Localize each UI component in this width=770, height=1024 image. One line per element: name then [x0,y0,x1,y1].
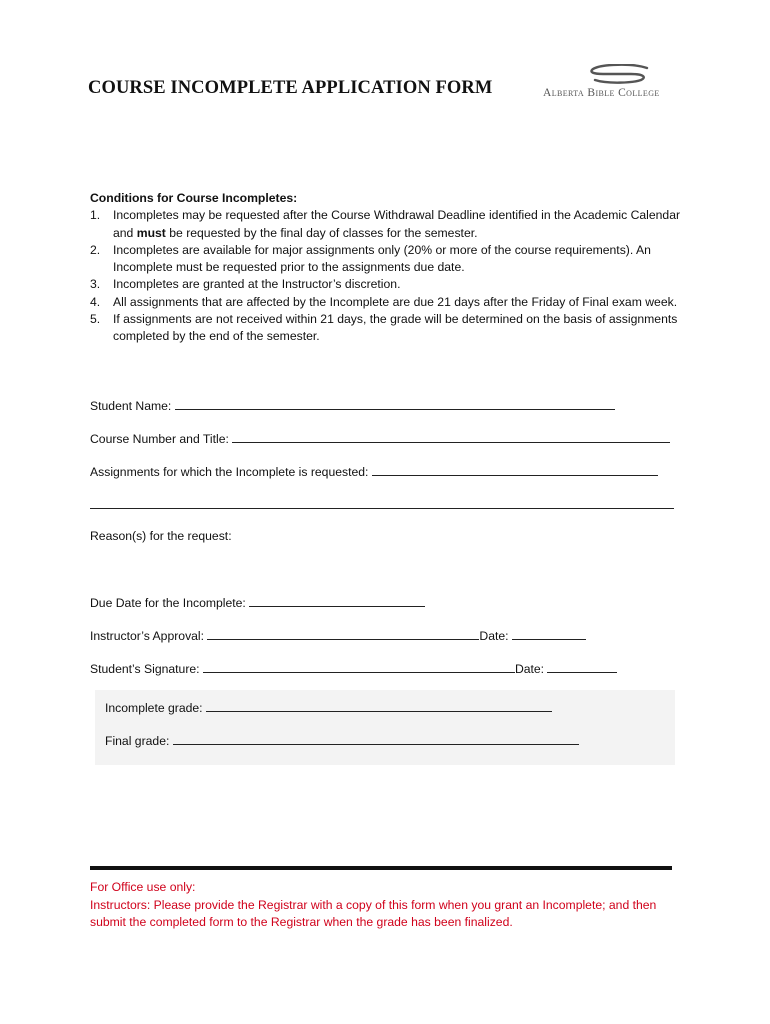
incomplete-grade-row [105,700,552,715]
condition-number: 1. [90,208,101,223]
instructor-approval-label: Instructor’s Approval: [90,629,205,643]
office-use-section [90,879,690,932]
reasons-label: Reason(s) for the request: [90,529,232,543]
course-number-title-label: Course Number and Title: [90,432,229,446]
student-date-label: Date: [514,662,545,676]
due-date-field[interactable] [249,595,425,607]
conditions-section [90,190,690,346]
condition-number: 5. [90,312,101,327]
condition-item [90,311,690,346]
student-signature-row [90,661,617,676]
office-use-note: Instructors: Please provide the Registrar with a copy of this form when you grant an Incomplete; and then submit the completed form to the Registrar when the grade has been finalized. [90,897,657,929]
condition-item [90,242,690,277]
assignments-continued-row [90,497,674,512]
swoosh-logo-icon [587,64,651,84]
condition-text: All assignments that are affected by the Incomplete are due 21 days after the Friday of Final exam week. [113,294,678,309]
instructor-date-field[interactable] [512,628,586,640]
due-date-row [90,595,425,610]
student-date-field[interactable] [547,661,617,673]
condition-text: Incompletes are granted at the Instructor’s discretion. [113,277,401,292]
student-name-row [90,398,615,413]
logo-text: Alberta Bible College [543,87,660,99]
college-logo [543,64,693,104]
condition-emphasis: must [136,225,166,240]
condition-item [90,207,690,242]
reasons-row [90,529,232,543]
condition-text: be requested by the final day of classes for the semester. [165,225,478,240]
instructor-approval-field[interactable] [207,628,479,640]
student-name-label: Student Name: [90,399,172,413]
assignments-field-continued[interactable] [90,497,674,509]
condition-item [90,276,690,293]
condition-number: 4. [90,294,101,309]
page-title: COURSE INCOMPLETE APPLICATION FORM [88,78,493,98]
condition-text: Incompletes are available for major assignments only (20% or more of the course requirements). An Incomplete must be requested prior to the assignments due date. [113,242,651,275]
condition-number: 2. [90,242,101,257]
assignments-row [90,464,658,479]
student-name-field[interactable] [175,398,615,410]
office-use-heading: For Office use only: [90,880,196,894]
final-grade-row [105,733,579,748]
condition-text: If assignments are not received within 21 days, the grade will be determined on the basis of assignments completed by the end of the semester. [113,312,678,344]
incomplete-grade-field[interactable] [206,700,552,712]
instructor-date-label: Date: [479,629,509,643]
incomplete-grade-label: Incomplete grade: [105,701,203,715]
final-grade-label: Final grade: [105,734,170,748]
assignments-label: Assignments for which the Incomplete is requested: [90,465,369,479]
course-row [90,431,670,446]
conditions-list [90,207,690,345]
conditions-heading: Conditions for Course Incompletes: [90,191,298,205]
student-signature-label: Student’s Signature: [90,662,200,676]
assignments-field[interactable] [372,464,658,476]
course-number-title-field[interactable] [232,431,670,443]
condition-number: 3. [90,277,101,292]
condition-text: Incompletes may be requested after the Course Withdrawal Deadline identified in the Academic Calendar and [113,208,681,240]
final-grade-field[interactable] [173,733,579,745]
student-signature-field[interactable] [203,661,515,673]
section-divider [90,866,672,870]
condition-item [90,294,690,311]
instructor-approval-row [90,628,586,643]
grade-box [95,690,675,765]
due-date-label: Due Date for the Incomplete: [90,596,246,610]
